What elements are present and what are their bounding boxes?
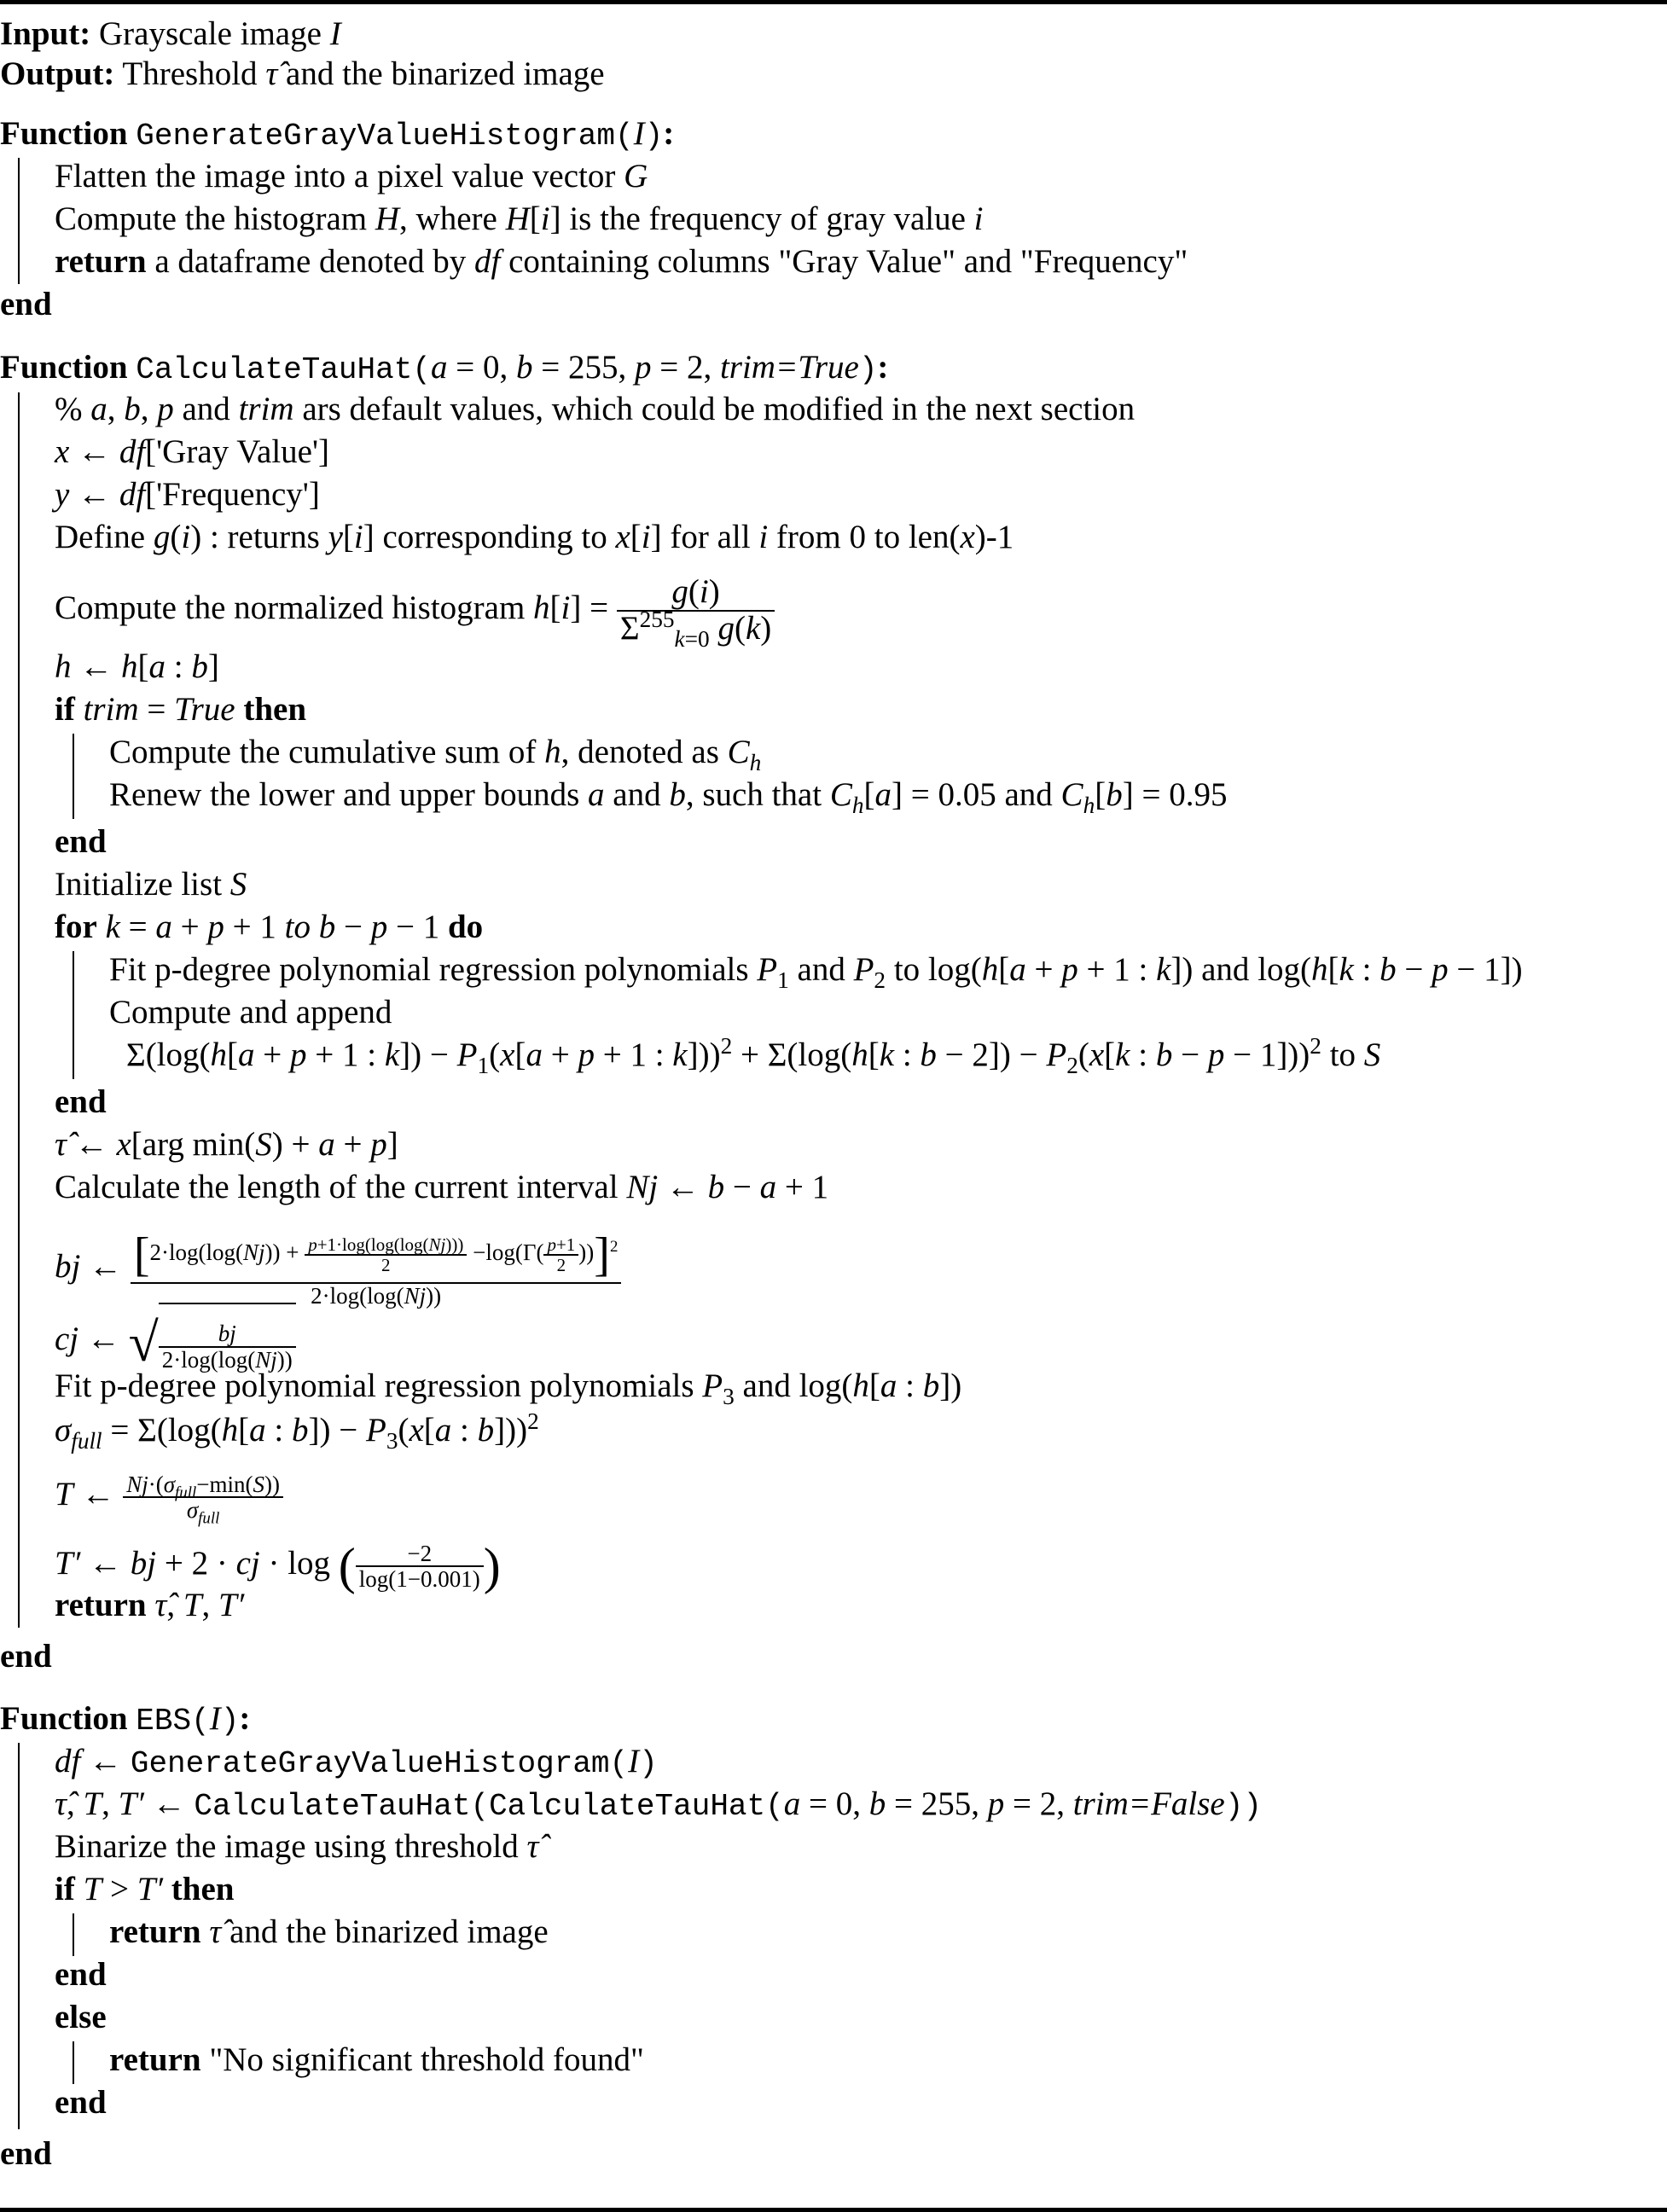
keyword-function: Function: [0, 1700, 128, 1737]
function-header-generate-histogram: Function GenerateGrayValueHistogram(I):: [0, 115, 675, 154]
keyword-return: return: [109, 2041, 201, 2078]
input-var: I: [329, 15, 341, 52]
algo-line: y ← df['Frequency']: [55, 476, 320, 513]
algo-line: if T > T′ then: [55, 1871, 235, 1907]
block-bar: [73, 1913, 74, 1956]
keyword-end: end: [0, 286, 52, 322]
algo-line: Flatten the image into a pixel value vector G: [55, 158, 648, 194]
algo-line-normalized-histogram: Compute the normalized histogram h[i] = $\frac{g(i)}{\Sigma^{255}_{k=0} g(k)}$: [55, 561, 775, 655]
keyword-function: Function: [0, 349, 128, 386]
fraction: $\frac{-2}{\log(1-0.001)}$: [356, 1541, 484, 1592]
text: Compute the normalized histogram: [55, 589, 534, 626]
text: Fit p-degree polynomial regression polynomials: [55, 1367, 703, 1404]
algo-line: Calculate the length of the current interval Nj ← b − a + 1: [55, 1169, 829, 1205]
text: , where: [399, 200, 506, 237]
square-root: √ $\frac{bj}{2\cdot\log(\log(Nj))}$: [129, 1302, 296, 1383]
text: , denoted as: [561, 734, 728, 770]
text: to: [1321, 1036, 1364, 1073]
keyword-end: end: [55, 823, 107, 860]
text: from 0 to len(: [768, 519, 961, 555]
text: %: [55, 391, 91, 427]
keyword-return: return: [55, 243, 147, 280]
block-bar: [73, 734, 74, 819]
keyword-else: else: [55, 1999, 107, 2035]
tau-hat: τ̂: [209, 1913, 222, 1950]
function-header-ebs: Function EBS(I):: [0, 1700, 251, 1739]
keyword-end: end: [55, 1083, 107, 1120]
text: "No significant threshold found": [200, 2041, 644, 2078]
output-label: Output:: [0, 55, 115, 92]
text: ars default values, which could be modified in the next section: [293, 391, 1136, 427]
text: Calculate the length of the current interval: [55, 1169, 627, 1205]
keyword-then: then: [243, 691, 307, 728]
keyword-then: then: [171, 1871, 235, 1907]
algo-line: return a dataframe denoted by df containing columns "Gray Value" and "Frequency": [55, 243, 1188, 280]
block-bar: [18, 158, 20, 284]
text: Compute the cumulative sum of: [109, 734, 545, 770]
algo-line: Fit p-degree polynomial regression polynomials $P_3$ and log(h[a : b]): [55, 1367, 962, 1409]
text: Compute the histogram: [55, 200, 375, 237]
function-name: GenerateGrayValueHistogram: [136, 119, 615, 154]
fraction: $\frac{g(i)}{\Sigma^{255}_{k=0} g(k)}$: [617, 575, 775, 647]
input-text: Grayscale image: [98, 15, 330, 52]
text: Fit p-degree polynomial regression polynomials: [109, 951, 758, 988]
text: , such that: [685, 776, 830, 813]
keyword-function: Function: [0, 115, 128, 152]
algo-line: if trim = True then: [55, 691, 307, 728]
keyword-return: return: [55, 1587, 147, 1623]
algo-line: [109, 1912, 549, 1953]
block-bar: [73, 951, 74, 1079]
algo-line: $\sigma_{full} = \Sigma(\log(h[a$ : $b]) - P_3(x[a$ : b]))$^2$: [55, 1408, 539, 1454]
output-text-post: and the binarized image: [277, 55, 605, 92]
keyword-if: if: [55, 1871, 75, 1907]
keyword-end: end: [55, 1956, 107, 1993]
text: to: [886, 951, 928, 988]
text: a dataframe denoted by: [146, 243, 474, 280]
tau-hat: τ̂: [265, 55, 278, 92]
algo-line: τ̂ ← x[arg min(S) + a + p]: [55, 1126, 398, 1163]
output-text: Threshold: [122, 55, 266, 92]
input-label: Input:: [0, 15, 91, 52]
text: and the binarized image: [221, 1913, 549, 1950]
text: corresponding to: [374, 519, 616, 555]
keyword-end: end: [0, 1638, 52, 1675]
text: 'Gray Value': [156, 433, 319, 470]
keyword-do: do: [447, 909, 484, 945]
function-name: CalculateTauHat: [136, 352, 413, 387]
function-call: CalculateTauHat: [489, 1789, 766, 1824]
function-name: EBS: [136, 1704, 192, 1739]
algo-line: [109, 2040, 644, 2081]
text: and: [788, 951, 854, 988]
algo-line-T: T ← $\frac{Nj\cdot(\sigma_{full}-\min(S))}{\sigma_{full}}$: [55, 1460, 283, 1529]
keyword-for: for: [55, 909, 97, 945]
text: )-1: [974, 519, 1014, 555]
input-line: [0, 14, 341, 55]
algo-line-bj: bj ← [2·log(log(Nj)) + $\frac{p+1\cdot\log(\log(\log(Nj)))}{2}$ −log(Γ( $\frac{p+1}{2}$ ))]$^2$ 2·log(log(Nj)): [55, 1211, 621, 1322]
keyword-if: if: [55, 691, 75, 728]
text: is the frequency of gray value: [561, 200, 974, 237]
algo-line: Renew the lower and upper bounds a and b, such that $C_h[a] = 0.05$ and $C_h[b] = 0.95$: [109, 776, 1228, 818]
keyword-end: end: [0, 2135, 52, 2172]
algo-line: x ← df['Gray Value']: [55, 433, 330, 470]
text: = 0.95: [1133, 776, 1228, 813]
algo-line: Initialize list S: [55, 866, 247, 903]
text: 'Frequency': [156, 476, 309, 513]
text: Initialize list: [55, 866, 230, 903]
text: = 0.05 and: [902, 776, 1061, 813]
algo-line: for k = a + p + 1 to b − p − 1 do: [55, 909, 484, 945]
algo-line-T-prime: T′ ← bj + 2 · cj · log ( $\frac{-2}{\log(1-0.001)}$ ): [55, 1538, 501, 1595]
text: containing columns "Gray Value" and "Frequency": [500, 243, 1188, 280]
algo-line: return τ̂, T, T′: [55, 1587, 245, 1623]
output-line: [0, 54, 605, 95]
keyword-return: return: [109, 1913, 201, 1950]
block-bar: [18, 392, 20, 1628]
tau-hat: τ̂: [55, 1126, 67, 1163]
keyword-end: end: [55, 2084, 107, 2121]
algo-line: [109, 992, 392, 1033]
function-call: CalculateTauHat: [194, 1789, 471, 1824]
algo-line: h ← h[a : b]: [55, 648, 219, 685]
text: and: [1193, 951, 1258, 988]
function-header-calculate-tau-hat: Function CalculateTauHat(a = 0, b = 255, p = 2, trim=True):: [0, 349, 889, 387]
algo-line: % a, b, p and trim ars default values, which could be modified in the next section: [55, 391, 1136, 427]
tau-hat: τ̂: [154, 1587, 167, 1623]
bottom-rule: [0, 2208, 1667, 2212]
top-rule: [0, 0, 1667, 4]
algo-line: Define g(i) : returns y[i] corresponding to x[i] for all i from 0 to len(x)-1: [55, 519, 1014, 555]
block-bar: [73, 2041, 74, 2084]
text: Compute and append: [109, 994, 392, 1031]
fraction: $\frac{Nj\cdot(\sigma_{full}-\min(S))}{\sigma_{full}}$: [123, 1472, 283, 1523]
algo-line: Σ(log(h[a + p + 1 : $k]) - P_1(x[a + p + 1$ : k]))$^2$ + Σ(log(h[k : $b - 2]) - P_2(x[k$ : b − p − 1]))$^2$ to S: [126, 1033, 1381, 1078]
tau-hat: τ̂: [526, 1828, 539, 1865]
text: for all: [661, 519, 759, 555]
block-bar: [18, 1743, 20, 2129]
text: Binarize the image using threshold: [55, 1828, 527, 1865]
fraction: [2·log(log(Nj)) + $\frac{p+1\cdot\log(\log(\log(Nj)))}{2}$ −log(Γ( $\frac{p+1}{2}$ ))]$^2$ 2·log(log(Nj)): [131, 1231, 622, 1308]
text: Renew the lower and upper bounds: [109, 776, 589, 813]
text: : returns: [201, 519, 328, 555]
algo-line: Compute the histogram H, where H[i] is the frequency of gray value i: [55, 200, 984, 237]
algo-line: df ← GenerateGrayValueHistogram(I): [55, 1743, 658, 1781]
algo-line-cj: cj ← √ $\frac{bj}{2\cdot\log(\log(Nj))}$: [55, 1301, 296, 1378]
text: and: [734, 1367, 799, 1404]
text: Define: [55, 519, 154, 555]
algo-line: Fit p-degree polynomial regression polynomials $P_1$ and $P_2$ to log(h[a + p + 1 : k]) and log(h[k : b − p − 1]): [109, 951, 1523, 993]
algo-line: τ̂, T, T′ ← CalculateTauHat(CalculateTauHat(a = 0, b = 255, p = 2, trim=False)): [55, 1785, 1262, 1824]
function-call: GenerateGrayValueHistogram: [130, 1746, 610, 1781]
text: and: [173, 391, 239, 427]
algo-line: [55, 1826, 538, 1867]
text: Flatten the image into a pixel value vector: [55, 158, 624, 194]
algo-line: Compute the cumulative sum of h, denoted as $C_h$: [109, 734, 762, 775]
tau-hat: τ̂: [55, 1785, 67, 1822]
text: and: [604, 776, 670, 813]
